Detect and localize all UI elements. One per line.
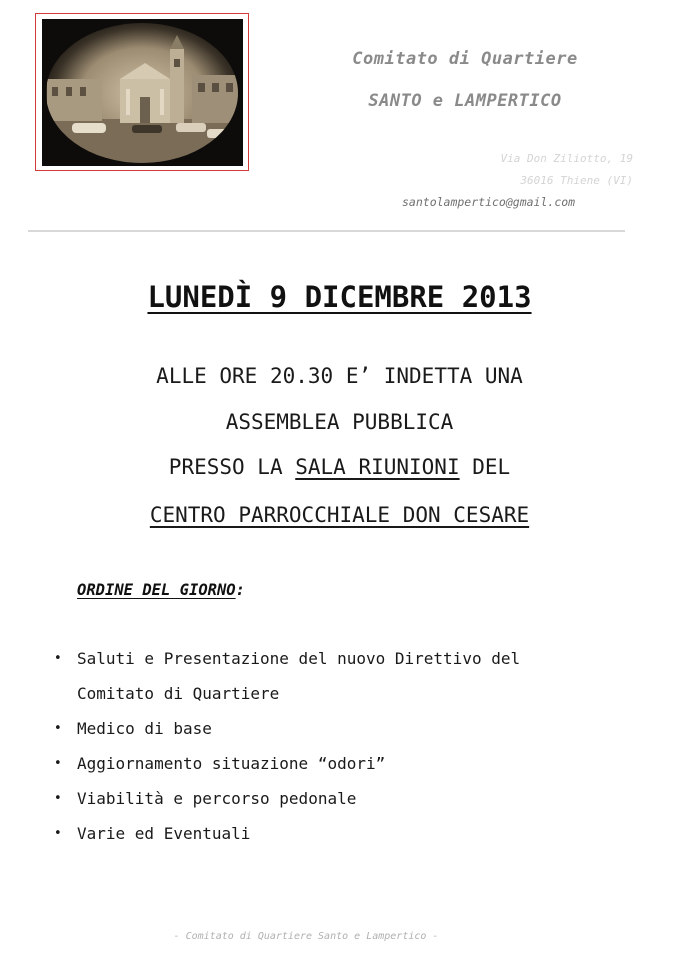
location-prefix: PRESSO LA <box>168 455 296 479</box>
page-footer: - Comitato di Quartiere Santo e Lampertico - <box>173 931 439 942</box>
notice-line-time: ALLE ORE 20.30 E’ INDETTA UNA <box>156 364 523 388</box>
agenda-heading-text: ORDINE DEL GIORNO <box>77 581 236 599</box>
address-city: 36016 Thiene (VI) <box>520 174 633 187</box>
agenda-item <box>52 781 662 816</box>
agenda-item-text-cont: Comitato di Quartiere <box>77 684 280 703</box>
bullet-icon: • <box>54 791 62 806</box>
agenda-item-text: Saluti e Presentazione del nuovo Direttivo del <box>77 649 521 668</box>
agenda-item <box>52 816 662 851</box>
bullet-icon: • <box>54 756 62 771</box>
agenda-item <box>52 641 662 711</box>
contact-email: santolampertico@gmail.com <box>402 195 576 209</box>
agenda-item <box>52 711 662 746</box>
agenda-item-text: Medico di base <box>77 719 212 738</box>
agenda-heading <box>77 581 245 599</box>
bullet-icon: • <box>54 721 62 736</box>
notice-line-location <box>0 455 679 479</box>
notice-line-venue: CENTRO PARROCCHIALE DON CESARE <box>149 503 530 527</box>
header-divider <box>28 230 625 232</box>
agenda-list <box>52 641 662 851</box>
agenda-item-text: Aggiornamento situazione “odori” <box>77 754 386 773</box>
agenda-item <box>52 746 662 781</box>
bullet-icon: • <box>54 826 62 841</box>
bullet-icon: • <box>54 651 62 666</box>
header-photo-frame <box>35 13 249 171</box>
committee-name-line2: SANTO e LAMPERTICO <box>368 91 562 111</box>
church-photo-image <box>42 19 243 166</box>
agenda-item-text: Varie ed Eventuali <box>77 824 251 843</box>
notice-line-assembly: ASSEMBLEA PUBBLICA <box>225 410 454 434</box>
agenda-heading-colon: : <box>235 581 245 599</box>
committee-name-line1: Comitato di Quartiere <box>352 49 578 69</box>
meeting-date: LUNEDÌ 9 DICEMBRE 2013 <box>147 280 532 314</box>
agenda-item-text: Viabilità e percorso pedonale <box>77 789 357 808</box>
church-photo <box>42 19 243 166</box>
location-room: SALA RIUNIONI <box>295 455 460 479</box>
location-suffix: DEL <box>459 455 511 479</box>
address-street: Via Don Ziliotto, 19 <box>500 152 633 165</box>
